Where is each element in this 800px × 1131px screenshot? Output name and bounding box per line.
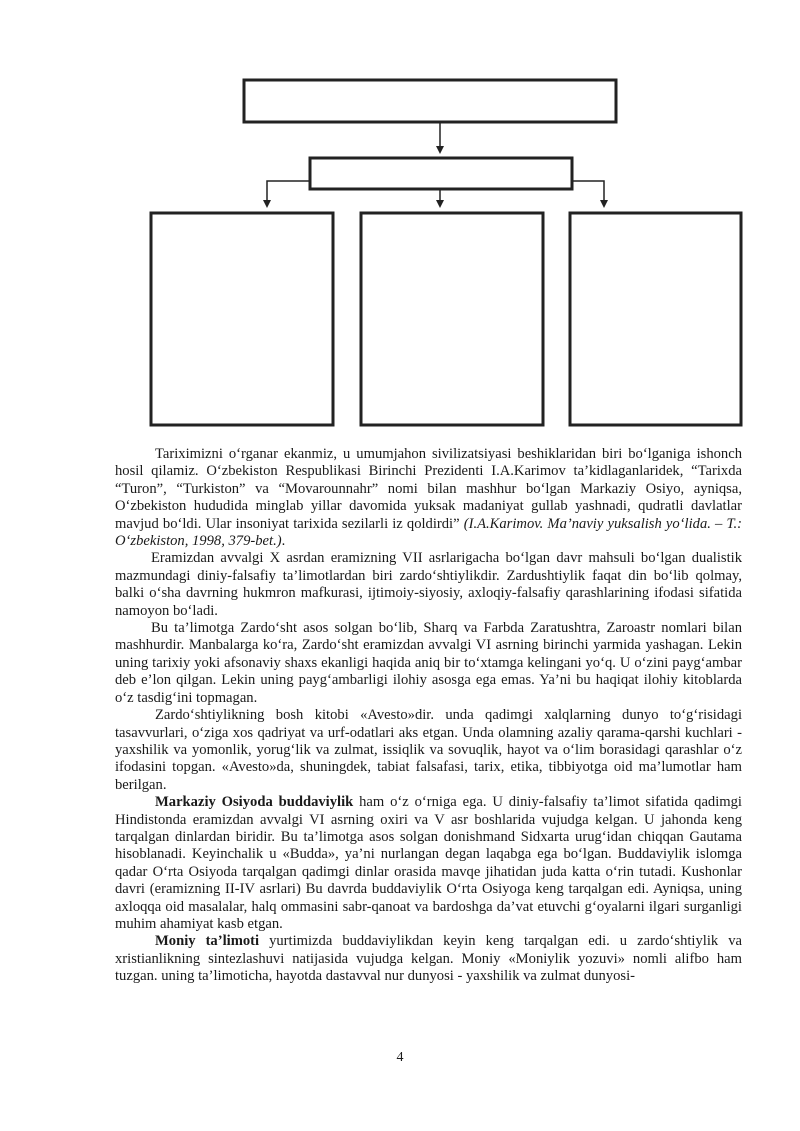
scheme-diagram bbox=[0, 0, 800, 440]
paragraph-1-end: . bbox=[281, 533, 286, 550]
center-box bbox=[361, 213, 543, 425]
paragraph-6-text: yurtimizda buddaviylikdan keyin keng tarqalgan edi. u zardo‘shtiylik va xristianlikning sintezlashuvi natijasida vujudga kelgan. Moniy «Moniylik yozuvi» nomli alifbo ham tuzgan. uning ta’limoticha, hayotda dastavval nur dunyosi - yaxshilik va zulmat dunyosi- bbox=[115, 933, 742, 985]
paragraph-1-text: Tariximizni o‘rganar ekanmiz, u umumjahon sivilizatsiyasi beshiklaridan biri bo‘lganiga ishonch hosil qilamiz. O‘zbekiston Respublikasi Birinchi Prezidenti I.A.Karimov ta’kidlaganlaridek, “Tarixda “Turon”, “Turkiston” va “Movarounnahr” nomi bilan mashhur bo‘lgan Markaziy Osiyo, ayniqsa, O‘zbekiston hududida minglab yillar davomida yuksak madaniyat gullab yashnadi, qudratli davlatlar mavjud bo‘ldi. Ular insoniyat tarixida sezilarli iz qoldirdi” bbox=[115, 446, 742, 532]
paragraph-6-heading: Moniy ta’limoti bbox=[155, 933, 260, 950]
arrow-middle-to-right-box bbox=[572, 181, 604, 206]
paragraph-2: Eramizdan avvalgi X asrdan eramizning VII asrlarigacha bo‘lgan davr mahsuli bo‘lgan dualistik mazmundagi diniy-falsafiy ta’limotlardan biri zardo‘shtiylikdir. Zardushtiylik faqat din bo‘lib qolmay, balki o‘sha davrning hukmron mafkurasi, ijtimoiy-siyosiy, axloqiy-falsafiy qarashlarining ifodasi sifatida namoyon bo‘ladi. bbox=[115, 550, 742, 619]
paragraph-6 bbox=[115, 933, 742, 985]
paragraph-1 bbox=[115, 446, 742, 550]
right-box bbox=[570, 213, 741, 425]
citation: (I.A.Karimov. Ma’naviy yuksalish yo‘lida. – T.: O‘zbekiston, 1998, 379-bet.) bbox=[115, 515, 742, 550]
paragraph-5 bbox=[115, 794, 742, 933]
paragraph-4: Zardo‘shtiylikning bosh kitobi «Avesto»dir. unda qadimgi xalqlarning dunyo to‘g‘risidagi tasavvurlari, o‘ziga xos qadriyat va urf-odatlari aks etgan. Unda olamning azaliy qarama-qarshi kuchlari - yaxshilik va yomonlik, yorug‘lik va zulmat, issiqlik va sovuqlik, hayot va o‘lim borasidagi qarashlar o‘z ifodasini topgan. «Avesto»da, shuningdek, tabiat falsafasi, tarix, etika, tibbiyotga oid ma’lumotlar ham berilgan. bbox=[115, 707, 742, 793]
paragraph-5-text: ham o‘z o‘rniga ega. U diniy-falsafiy ta’limot sifatida qadimgi Hindistonda eramizdan avvalgi VI asrning oxiri va V asr boshlarida vujudga kelgan. U jahonda keng tarqalgan dinlardan biridir. Bu ta’limotga asos solgan donishmand Sidxarta urug‘idan chiqqan Gautama hisoblanadi. Keyinchalik u «Budda», ya’ni nurlangan degan laqabga ega bo‘lgan. Buddaviylik islomga qadar O‘rta Osiyoda tarqalgan qadimgi dinlar orasida mavqe jihatidan juda katta o‘rin tutadi. Kushonlar davri (eramizning II-IV asrlari) Bu davrda buddaviylik O‘rta Osiyoga keng tarqalgan edi. Ayniqsa, uning axloqqa oid masalalar, halq ommasini sabr-qanoat va bardoshga da’vat etuvchi g‘oyalarni ilgari surganligi muhim ahamiyat kasb etgan. bbox=[115, 794, 742, 932]
middle-box bbox=[310, 158, 572, 189]
arrow-middle-to-left-box bbox=[267, 181, 310, 206]
page-number: 4 bbox=[396, 1050, 404, 1065]
top-box bbox=[244, 80, 616, 122]
left-box bbox=[151, 213, 333, 425]
paragraph-3: Bu ta’limotga Zardo‘sht asos solgan bo‘lib, Sharq va Farbda Zaratushtra, Zaroastr nomlari bilan mashhurdir. Manbalarga ko‘ra, Zardo‘sht eramizdan avvalgi VI asrning birinchi yarmida yashagan. Lekin uning tarixiy yoki afsonaviy shaxs ekanligi haqida aniq bir to‘xtamga kelingani yo‘q. U o‘zini payg‘ambar deb e’lon qilgan. Lekin uning payg‘ambarligi ilohiy asosga ega emas. Ya’ni bu haqiqat ilohiy kitoblarda o‘z tasdig‘ini topmagan. bbox=[115, 620, 742, 706]
body-text bbox=[115, 446, 742, 986]
paragraph-5-heading: Markaziy Osiyoda buddaviylik bbox=[155, 794, 354, 811]
